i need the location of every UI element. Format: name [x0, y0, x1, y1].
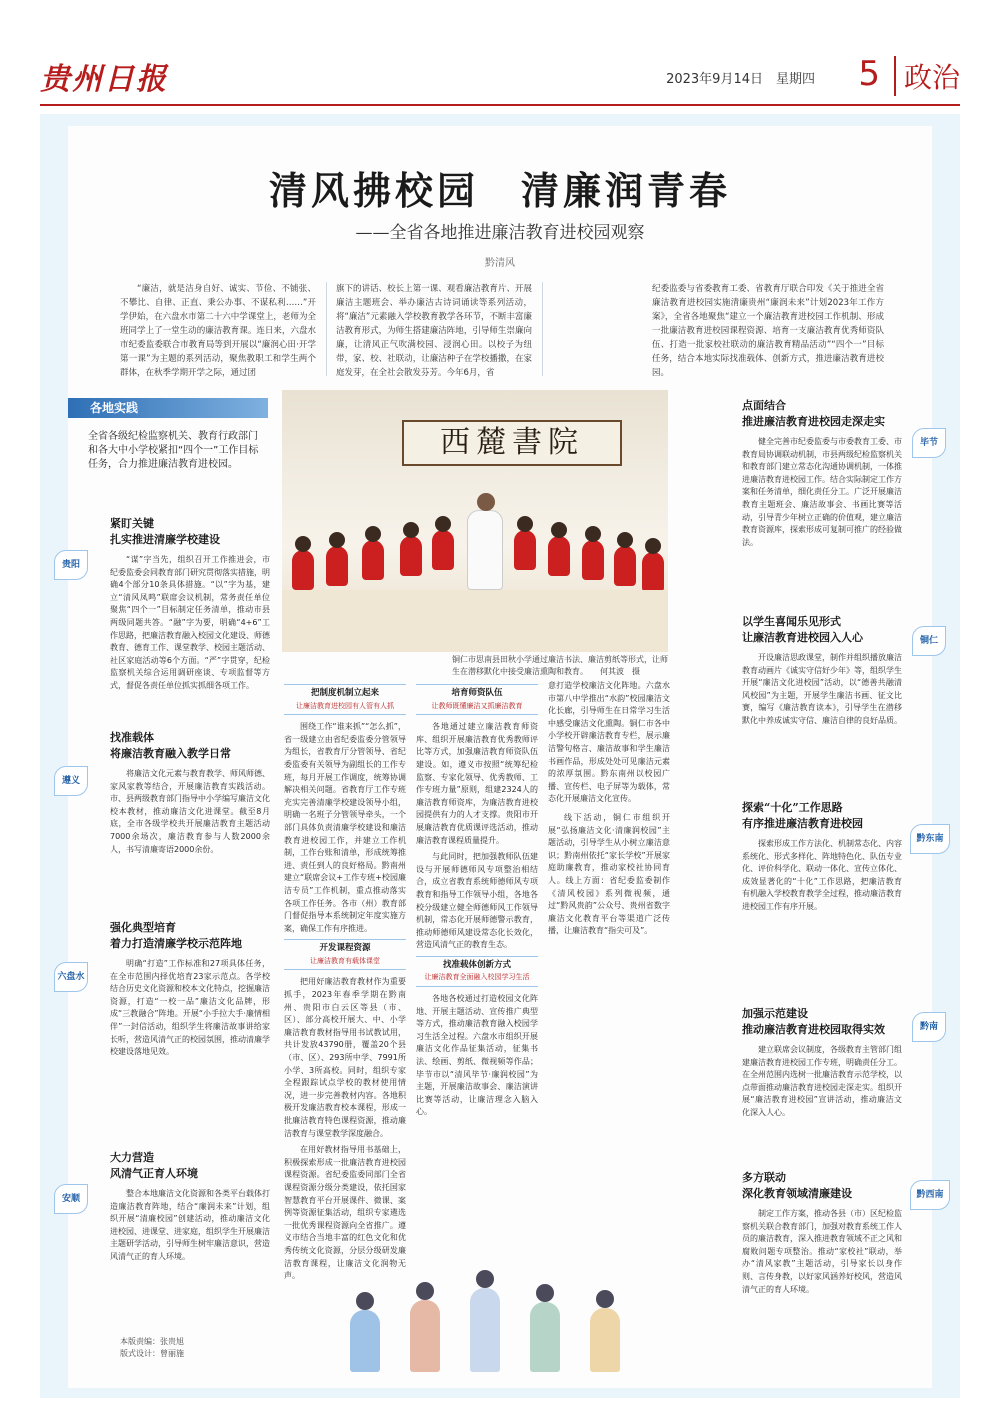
sidebar-item-text: 将廉洁文化元素与教育教学、师风师德、家风家教等结合，开展廉洁教育实践活动。市、县两级教育部门指导中小学编写廉洁文化校本教材，推动廉洁文化进课堂。截至8月底，全市各级学校共开展廉洁教育主题活动7000余场次，廉洁教育参与人数2000余人，书写清廉寄语2000余份。: [110, 769, 270, 854]
column-divider: [542, 282, 543, 376]
subsection-title: 开发课程资源: [319, 943, 371, 954]
subsection-subtitle: 让廉洁教育进校园有人管有人抓: [296, 701, 394, 710]
middle-column-1: 把制度机制立起来 让廉洁教育进校园有人管有人抓 围绕工作“谁来抓”“怎么抓”，省一级建立由省纪委监委分管领导为组长，省教育厅分管领导、省纪委监委有关领导为副组长的工作专班，每月开展工作调度，统筹协调解决相关问题。省教育厅工作专班充实完善清廉学校建设领导小组，明确一名班子分管领导牵头，一个部门具体负责清廉学校建设和廉洁教育进校园工作，并建立工作机制，工作台账和清单，形成统筹推进、责任到人的良好格局。黔南州建立“联席会议+工作专班+校园廉洁专员”工作机制，重点推动落实各项工作任务。各市（州）教育部门督促指导本系统制定年度实施方案，确保工作有序推进。 开发课程资源 让廉洁教育有载体课堂 把用好廉洁教育教材作为重要抓手，2023年春季学期在黔南州、贵阳市白云区等县（市、区）、部分高校开展大、中、小学廉洁教育教材指导用书试教试用，共计发放43790册，覆盖20个县（市、区）、293所中学、7991所小学、3所高校。同时，组织专家全程跟踪试点学校的教材使用情况，进一步完善教材内容。各地积极开发廉洁教育校本课程，形成一批廉洁教育特色课程资源，推动廉洁教育与课堂教学深度融合。 在用好教材指导用书基础上，积极探索形成一批廉洁教育进校园课程资源。省纪委监委同部门全省课程资源分级分类建设，依托国家智慧教育平台开展课件、微课、案例等资源征集活动，组织专家遴选一批优秀课程资源向全省推广。遵义市结合当地丰富的红色文化和优秀传统文化资源，分层分级研发廉洁教育课程，让廉洁文化润物无声。: [284, 680, 406, 1256]
sidebar-item-text: “谋”字当先，组织召开工作推进会，市纪委监委会同教育部门研究贯彻落实措施，明确4个部分10条具体措施。“以”字为基，建立“清风凤鸣”联席会议机制，常务责任单位聚焦“四个一”目标制定任务清单，推动市县两级同题共答。“融”字为要，明确“4+6”工作思路，把廉洁教育融入校园文化建设、师德教育、德育工作、课堂教学、校园主题活动、社区家庭活动等6个方面。“严”字贯穿，纪检监察机关综合运用调研座谈、专项监督等方式，督促各责任单位抓实抓细各项工作。: [110, 555, 270, 690]
city-badge-zunyi: 遵义: [54, 766, 88, 796]
intro-paragraph-1: “廉洁，就是洁身自好、诚实、节俭、不铺张、不攀比、自律、正直、秉公办事、不谋私利……”开学伊始，在六盘水市第二十六中学课堂上，老师为全班同学上了一堂生动的廉洁教育课。连日来，六盘水市纪委监委联合市教育局等到开展以“廉润心田·开学第一课”为主题的系列活动，聚焦教职工和学生两个群体，在秋季学期开学之际，通过团: [120, 284, 316, 378]
person-figure-icon: [590, 1308, 620, 1372]
middle-column-3: [548, 680, 670, 1256]
right-item-qiandongnan: [742, 800, 902, 978]
subheadline: ——全省各地推进廉洁教育进校园观察: [355, 223, 645, 243]
student-figure: [432, 530, 454, 570]
subsection-text: 把用好廉洁教育教材作为重要抓手，2023年春季学期在黔南州、贵阳市白云区等县（市、区）、部分高校开展大、中、小学廉洁教育教材指导用书试教试用，共计发放43790册，覆盖20个县（市、区）、293所中学、7991所小学、3所高校。同时，组织专家全程跟踪试点学校的教材使用情况，进一步完善教材内容。各地积极开发廉洁教育校本课程，形成一批廉洁教育特色课程资源，推动廉洁教育与课堂教学深度融合。: [284, 977, 406, 1138]
calligraphy-banner: 西麓書院: [402, 420, 622, 466]
sidebar-item-title: 强化典型培育 着力打造清廉学校示范阵地: [110, 921, 242, 950]
right-item-title: 点面结合 推进廉洁教育进校园走深走实: [742, 399, 885, 428]
subsection-text: 围绕工作“谁来抓”“怎么抓”，省一级建立由省纪委监委分管领导为组长，省教育厅分管领导、省纪委监委有关领导为副组长的工作专班，每月开展工作调度，统筹协调解决相关问题。省教育厅工作专班充实完善清廉学校建设领导小组，明确一名班子分管领导牵头，一个部门具体负责清廉学校建设和廉洁教育进校园工作，并建立工作机制，工作台账和清单，形成统筹推进、责任到人的良好格局。黔南州建立“联席会议+工作专班+校园廉洁专员”工作机制，重点推动落实各项工作任务。各市（州）教育部门督促指导本系统制定年度实施方案，确保工作有序推进。: [284, 722, 406, 933]
section-intro: 全省各级纪检监察机关、教育行政部门和各大中小学校紧扣“四个一”工作目标任务，合力推进廉洁教育进校园。: [88, 431, 259, 470]
decorative-illustration: [330, 1262, 660, 1372]
subsection-title: 找准载体创新方式: [442, 959, 511, 970]
right-item-title: 以学生喜闻乐见形式 让廉洁教育进校园入人心: [742, 615, 863, 644]
subsection-text: 各地通过建立廉洁教育师资库、组织开展廉洁教育优秀教师评比等方式，加强廉洁教育师资队伍建设。如，遵义市按照“统筹纪检监察、专家化领导、优秀教师、工作专班力量”原则，组建2324人的廉洁教育师资库，为廉洁教育进校园提供有力的人才支撑。贵阳市开展廉洁教育优质课评选活动，推动廉洁教育课程质量提升。: [416, 722, 538, 845]
right-item-qianxinan: [742, 1170, 902, 1378]
designer-credit: 版式设计：曾丽施: [120, 1349, 184, 1358]
sidebar-item-guiyang: [110, 516, 270, 744]
student-figure: [326, 546, 348, 586]
right-item-text: 开设廉洁思政课堂，制作并组织播放廉洁教育动画片《诚实守信好少年》等，组织学生开展“廉洁文化进校园”活动，以“德善共融清风校园”为主题，开展学生廉洁书画、征文比赛，编写《廉洁教育读本》，引导学生在潜移默化中养成诚实守信、廉洁自律的良好品质。: [742, 653, 902, 725]
sidebar-item-liupanshui: [110, 920, 270, 1144]
calligraphy-table: [282, 590, 668, 652]
right-item-text: 制定工作方案，推动各县（市）区纪检监察机关联合教育部门，加强对教育系统工作人员的廉洁教育，深入推进教育领域不正之风和腐败问题专项整治。推动“家校社”联动，举办“清风家教”主题活动，引导家长以身作则、言传身教，以好家风涵养好校风，营造风清气正的育人环境。: [742, 1209, 902, 1294]
student-figure: [548, 536, 570, 576]
subsection-text: 意打造学校廉洁文化阵地。六盘水市第八中学推出“水韵”校园廉洁文化长廊，引导师生在日常学习生活中感受廉洁文化熏陶。铜仁市各中小学校开辟廉洁教育专栏，展示廉洁警句格言、廉洁故事和学生廉洁书画作品，形成处处可见廉洁元素的浓厚氛围。黔东南州以校园广播、宣传栏、电子屏等为载体，常态化开展廉洁文化宣传。: [548, 681, 670, 804]
sidebar-item-anshun: [110, 1150, 270, 1338]
right-item-title: 多方联动 深化教育领域清廉建设: [742, 1171, 852, 1200]
city-badge-tongren: 铜仁: [912, 626, 946, 656]
right-item-text: 健全完善市纪委监委与市委教育工委、市教育局协调联动机制，市县两级纪检监察机关和教育部门建立常态化沟通协调机制，一体推进廉洁教育进校园工作。结合实际制定工作方案和任务清单，细化责任分工。广泛开展廉洁教育主题班会、廉洁故事会、书画比赛等活动，引导青少年树立正确的价值观，建立廉洁教育资源库，探索形成可复制可推广的经验做法。: [742, 437, 902, 547]
intro-paragraph-3: 纪委监委与省委教育工委、省教育厅联合印发《关于推进全省廉洁教育进校园实施清廉贵州“廉润未来”计划2023年工作方案》，全省各地聚焦“建立一个廉洁教育进校园工作机制、形成一批廉洁教育进校园课程资源、培育一支廉洁教育优秀师资队伍、打造一批家校社联动的廉洁教育精品活动”“四个一”目标任务，结合本地实际找准载体、创新方式，推进廉洁教育进校园。: [652, 284, 884, 378]
subsection-text: 积极探索形成一批廉洁教育进校园课程资源。省纪委监委同部门全省课程资源分级分类建设，依托国家智慧教育平台开展课件、微课、案例等资源征集活动，组织专家遴选一批优秀课程资源向全省推广。遵义市结合当地丰富的红色文化和优秀传统文化资源，分层分级研发廉洁教育课程，让廉洁文化润物无声。: [284, 1157, 406, 1281]
student-figure: [514, 530, 536, 570]
headline: 清风拂校园 清廉润青春: [268, 168, 731, 213]
right-item-tongren: [742, 614, 902, 784]
city-badge-qiannan: 黔南: [912, 1012, 946, 1042]
editor-credit: 本版责编：张贵旭: [120, 1337, 184, 1346]
subsection-title: 培育师资队伍: [451, 688, 503, 698]
subsection-title: 把制度机制立起来: [310, 688, 379, 698]
paragraph-lead: 与此同时: [432, 852, 465, 862]
middle-column-2: 培育师资队伍 让教师既懂廉洁又抓廉洁教育 各地通过建立廉洁教育师资库、组织开展廉洁教育优秀教师评比等方式，加强廉洁教育师资队伍建设。如，遵义市按照“统筹纪检监察、专家化领导、优秀教师、工作专班力量”原则，组建2324人的廉洁教育师资库，为廉洁教育进校园提供有力的人才支撑。贵阳市开展廉洁教育优质课评选活动，推动廉洁教育课程质量提升。 与此同时，把加强教师队伍建设与开展师德师风专项整治相结合，成立省教育系统师德师风专项教育和指导工作领导小组，各地各校分级建立健全师德师风工作领导机制，常态化开展师德警示教育，推动师德师风建设常态化长效化，营造风清气正的教育生态。 找准载体创新方式 让廉洁教育全面融入校园学习生活 各地各校通过打造校园文化阵地、开展主题活动、宣传推广典型等方式，推动廉洁教育融入校园学习生活全过程。六盘水市组织开展廉洁文化作品征集活动，征集书法、绘画、剪纸、微视频等作品；毕节市以“清风毕节·廉润校园”为主题，开展廉洁故事会、廉洁演讲比赛等活动，让廉洁理念入脑入心。: [416, 680, 538, 1256]
city-badge-liupanshui: 六盘水: [54, 962, 88, 992]
student-figure: [642, 552, 664, 592]
student-figure: [400, 536, 422, 576]
person-figure-icon: [410, 1300, 440, 1372]
news-photo: [282, 390, 668, 652]
subsection-head: [416, 684, 538, 715]
credits: [120, 1336, 184, 1360]
subsection-head: [416, 956, 538, 987]
subsection-text: 各地各校通过打造校园文化阵地、开展主题活动、宣传推广典型等方式，推动廉洁教育融入校园学习生活全过程。六盘水市组织开展廉洁文化作品征集活动，征集书法、绘画、剪纸、微视频等作品；毕节市以“清风毕节·廉润校园”为主题，开展廉洁故事会、廉洁演讲比赛等活动，让廉洁理念入脑入心。: [416, 994, 538, 1117]
intro-paragraph-2: 旗下的讲话、校长上第一课、观看廉洁教育片、开展廉洁主题班会、举办廉洁古诗词诵读等系列活动，将“廉洁”元素融入学校教育教学各环节，不断丰富廉洁教育形式，为师生搭建廉洁阵地，引导师生崇廉向廉，让清风正气吹满校园、浸润心田。以校子为纽带，家、校、社联动，让廉洁种子在学校播撒，在家庭发芽，在全社会散发芬芳。今年6月，省: [336, 284, 532, 378]
subsection-subtitle: 让廉洁教育有载体课堂: [310, 956, 380, 965]
right-item-bijie: [742, 398, 902, 618]
person-figure-icon: [350, 1310, 380, 1372]
student-figure: [362, 540, 384, 580]
newspaper-logo: 贵州日报: [40, 62, 168, 97]
sidebar-item-title: 紧盯关键 扎实推进清廉学校建设: [110, 517, 220, 546]
sidebar-item-zunyi: [110, 730, 270, 906]
masthead: [40, 46, 960, 106]
person-figure-icon: [530, 1302, 560, 1372]
student-figure: [614, 546, 636, 586]
subsection-subtitle: 让廉洁教育全面融入校园学习生活: [424, 973, 530, 982]
page-number: 5: [858, 54, 880, 94]
student-figure: [582, 540, 604, 580]
paragraph-lead: 在用好教材指导用书基础上: [300, 1145, 398, 1155]
city-badge-anshun: 安顺: [54, 1184, 88, 1214]
right-item-text: 建立联席会议制度，各级教育主管部门组建廉洁教育进校园工作专班，明确责任分工。在全州范围内选树一批廉洁教育示范学校，以点带面推动廉洁教育进校园走深走实。组织开展“廉洁教育进校园”宣讲活动，推动廉洁文化深入人心。: [742, 1045, 902, 1117]
column-divider: [326, 282, 327, 376]
byline: 黔清风: [485, 258, 515, 269]
sidebar-item-text: 明确“打造”工作标准和27项具体任务，在全市范围内择优培育23家示范点。各学校结合历史文化资源和校本文化特点，挖掘廉洁资源，打造“一校一品”廉洁文化品牌，形成“三教融合”阵地。开展“小手拉大手·廉情相伴”一封信活动，组织学生将廉洁故事讲给家长听，营造风清气正的校园氛围，推动清廉学校建设落地见效。: [110, 959, 270, 1057]
student-figure: [292, 550, 314, 590]
subsection-text: 把加强教师队伍建设与开展师德师风专项整治相结合，成立省教育系统师德师风专项教育和指导工作领导小组，各地各校分级建立健全师德师风工作领导机制，常态化开展师德警示教育，推动师德师风建设常态化长效化，营造风清气正的教育生态。: [416, 852, 539, 950]
subsection-subtitle: 让教师既懂廉洁又抓廉洁教育: [431, 701, 523, 710]
subsection-text: 线下活动，铜仁市组织开展“弘扬廉洁文化·清廉润校园”主题活动，引导学生从小树立廉洁意识；黔南州依托“家长学校”开展家庭助廉教育，推动家校社协同育人。线上方面：省纪委监委制作《清风校园》系列微视频，通过“黔风贵韵”公众号、贵州省数字廉洁文化教育平台等渠道广泛传播，让廉洁教育“指尖可及”。: [548, 812, 670, 936]
subsection-head: [284, 939, 406, 970]
city-badge-bijie: 毕节: [912, 428, 946, 458]
section-name: 政治: [894, 56, 960, 96]
person-figure-icon: [470, 1288, 500, 1372]
city-badge-qianxinan: 黔西南: [910, 1180, 950, 1210]
city-badge-guiyang: 贵阳: [54, 550, 88, 580]
sidebar-item-title: 找准载体 将廉洁教育融入教学日常: [110, 731, 231, 760]
right-item-title: 探索“十化”工作思路 有序推进廉洁教育进校园: [742, 801, 863, 830]
dateline: 2023年9月14日 星期四: [666, 72, 815, 87]
subsection-head: [284, 684, 406, 715]
right-item-qiannan: [742, 1006, 902, 1162]
sidebar-item-text: 整合本地廉洁文化资源和各类平台载体打造廉洁教育阵地，结合“廉润未来”计划，组织开展“清廉校园”创建活动，推动廉洁文化进校园、进课堂、进家庭，组织学生开展廉洁主题研学活动，引导师生树牢廉洁意识，营造风清气正的育人环境。: [110, 1189, 270, 1261]
right-item-title: 加强示范建设 推动廉洁教育进校园取得实效: [742, 1007, 885, 1036]
city-badge-qiandongnan: 黔东南: [910, 824, 950, 854]
photo-caption: 铜仁市思南县田秋小学通过廉洁书法、廉洁剪纸等形式，让师生在潜移默化中接受廉洁熏陶和教育。 何其波 摄: [452, 655, 668, 676]
teacher-figure: [467, 510, 503, 590]
section-tag: 各地实践: [68, 398, 268, 418]
sidebar-item-title: 大力营造 风清气正育人环境: [110, 1151, 198, 1180]
right-item-text: 探索形成工作方法化、机制常态化、内容系统化、形式多样化、阵地特色化、队伍专业化、评价科学化、联动一体化、宣传立体化、成效显著化的“十化”工作思路，把廉洁教育有机融入学校教育教学全过程，推动廉洁教育进校园工作有序开展。: [742, 839, 902, 911]
